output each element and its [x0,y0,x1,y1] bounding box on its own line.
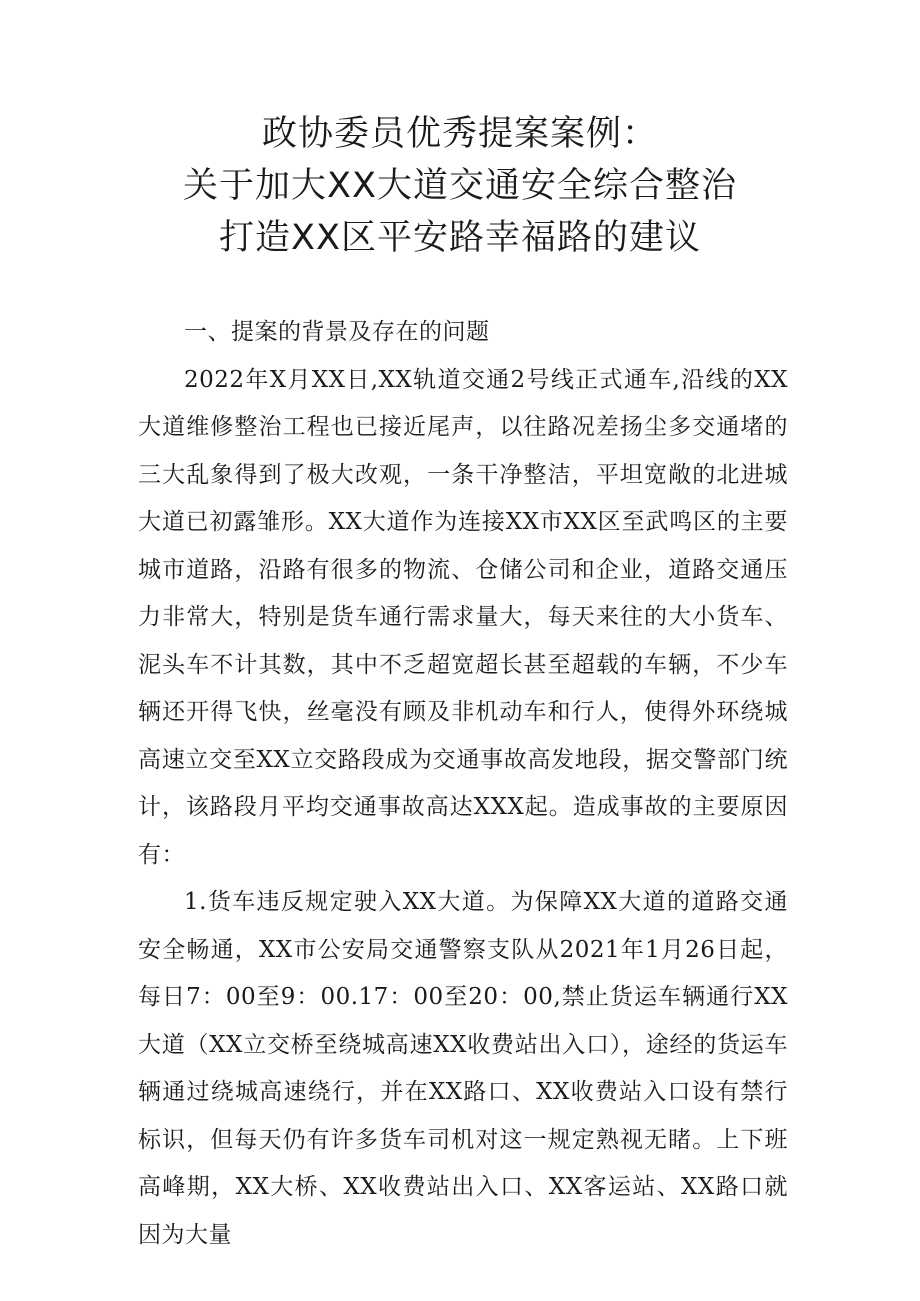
paragraph-background: 2022年X月XX日,XX轨道交通2号线正式通车,沿线的XX大道维修整治工程也已接近尾声，以往路况差扬尘多交通堵的三大乱象得到了极大改观，一条干净整洁，平坦宽敞的北进城大道已初露雏形。XX大道作为连接XX市XX区至武鸣区的主要城市道路，沿路有很多的物流、仓储公司和企业，道路交通压力非常大，特别是货车通行需求量大，每天来往的大小货车、泥头车不计其数，其中不乏超宽超长甚至超载的车辆，不少车辆还开得飞快，丝毫没有顾及非机动车和行人，使得外环绕城高速立交至XX立交路段成为交通事故高发地段，据交警部门统计，该路段月平均交通事故高达XXX起。造成事故的主要原因有： [138,366,788,868]
paragraph-cause-1: 1.货车违反规定驶入XX大道。为保障XX大道的道路交通安全畅通，XX市公安局交通警察支队从2021年1月26日起，每日7：00至9：00.17：00至20：00,禁止货运车辆通行XX大道（XX立交桥至绕城高速XX收费站出入口），途经的货运车辆通过绕城高速绕行，并在XX路口、XX收费站入口设有禁行标识，但每天仍有许多货车司机对这一规定熟视无睹。上下班高峰期，XX大桥、XX收费站出入口、XX客运站、XX路口就因为大量 [138,889,788,1248]
document-body [138,309,788,1259]
title-line-1: 政协委员优秀提案案例： [261,114,658,154]
section-heading: 一、提案的背景及存在的问题 [184,319,490,345]
title-line-2: 关于加大XX大道交通安全综合整治 [183,166,737,206]
title-line-3: 打造XX区平安路幸福路的建议 [219,218,701,258]
document-title [0,108,920,264]
